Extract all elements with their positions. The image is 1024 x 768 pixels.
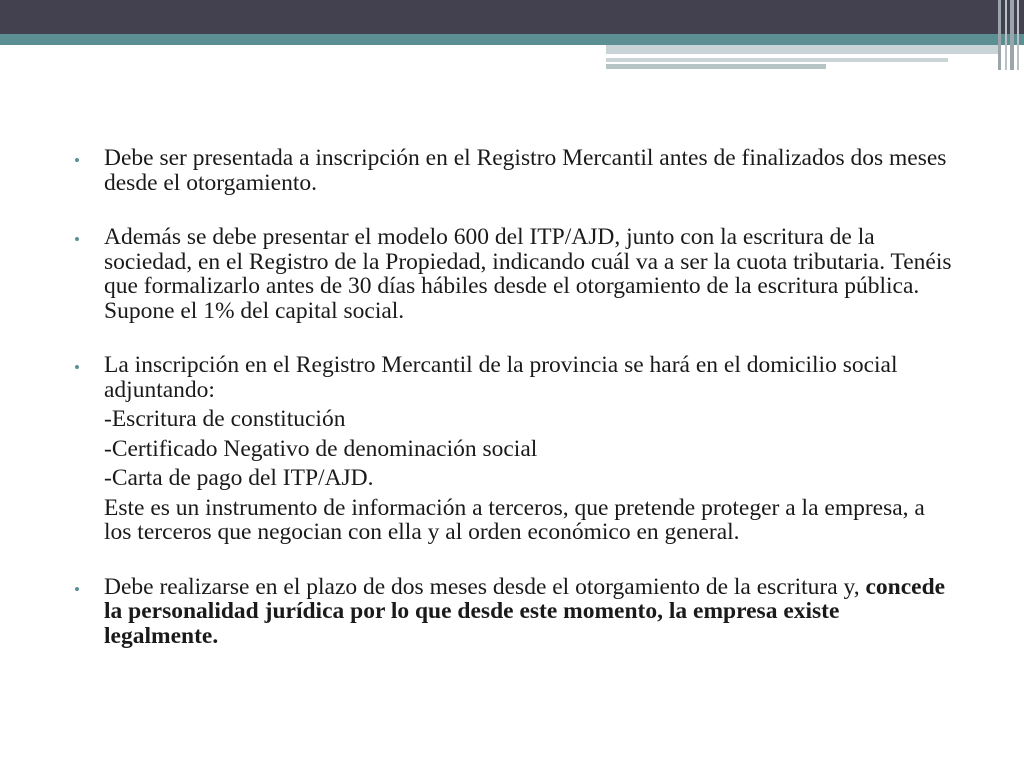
document-list-line: -Escritura de constitución [104,406,346,432]
bullet-text: Además se debe presentar el modelo 600 del ITP/AJD, junto con la escritura de la sociedad, en el Registro de la Propiedad, indicando cuál va a ser la cuota tributaria. Tenéis que formalizarlo antes de 30 días hábiles desde el otorgamiento de la escritura pública. Supone el 1% del capital social. [104,224,952,324]
bullet-text: Debe ser presentada a inscripción en el Registro Mercantil antes de finalizados dos meses desde el otorgamiento. [104,145,947,196]
header-accent-bar [606,45,998,54]
header-band-teal [0,34,1024,45]
bullet-dot-icon: • [74,230,80,249]
bullet-item [74,353,954,545]
header-stripe [1005,0,1007,70]
bullet-text: Debe realizarse en el plazo de dos meses desde el otorgamiento de la escritura y, [104,573,866,600]
slide-content [74,146,954,648]
bullet-item [74,146,954,195]
header-accent-bar [606,58,948,62]
bullet-dot-icon: • [74,151,80,170]
bullet-bold-text: concede la personalidad jurídica por lo que desde este momento, la empresa existe legalmente. [104,573,946,649]
header-stripe [998,0,1001,70]
bullet-dot-icon: • [74,358,80,377]
header-accent-bar [606,64,826,69]
document-list-line: -Carta de pago del ITP/AJD. [104,465,374,491]
header-band-dark [0,0,1024,34]
bullet-dot-icon: • [74,579,80,599]
bullet-item [74,575,954,649]
bullet-paragraph: Este es un instrumento de información a terceros, que pretende proteger a la empresa, a los terceros que negocian con ella y al orden económico en general. [104,494,925,545]
document-list-line: -Certificado Negativo de denominación social [104,435,538,462]
header-stripe [1017,0,1019,70]
bullet-text: La inscripción en el Registro Mercantil de la provincia se hará en el domicilio social adjuntando: [104,352,898,403]
header-stripe [1010,0,1014,70]
bullet-item [74,225,954,323]
